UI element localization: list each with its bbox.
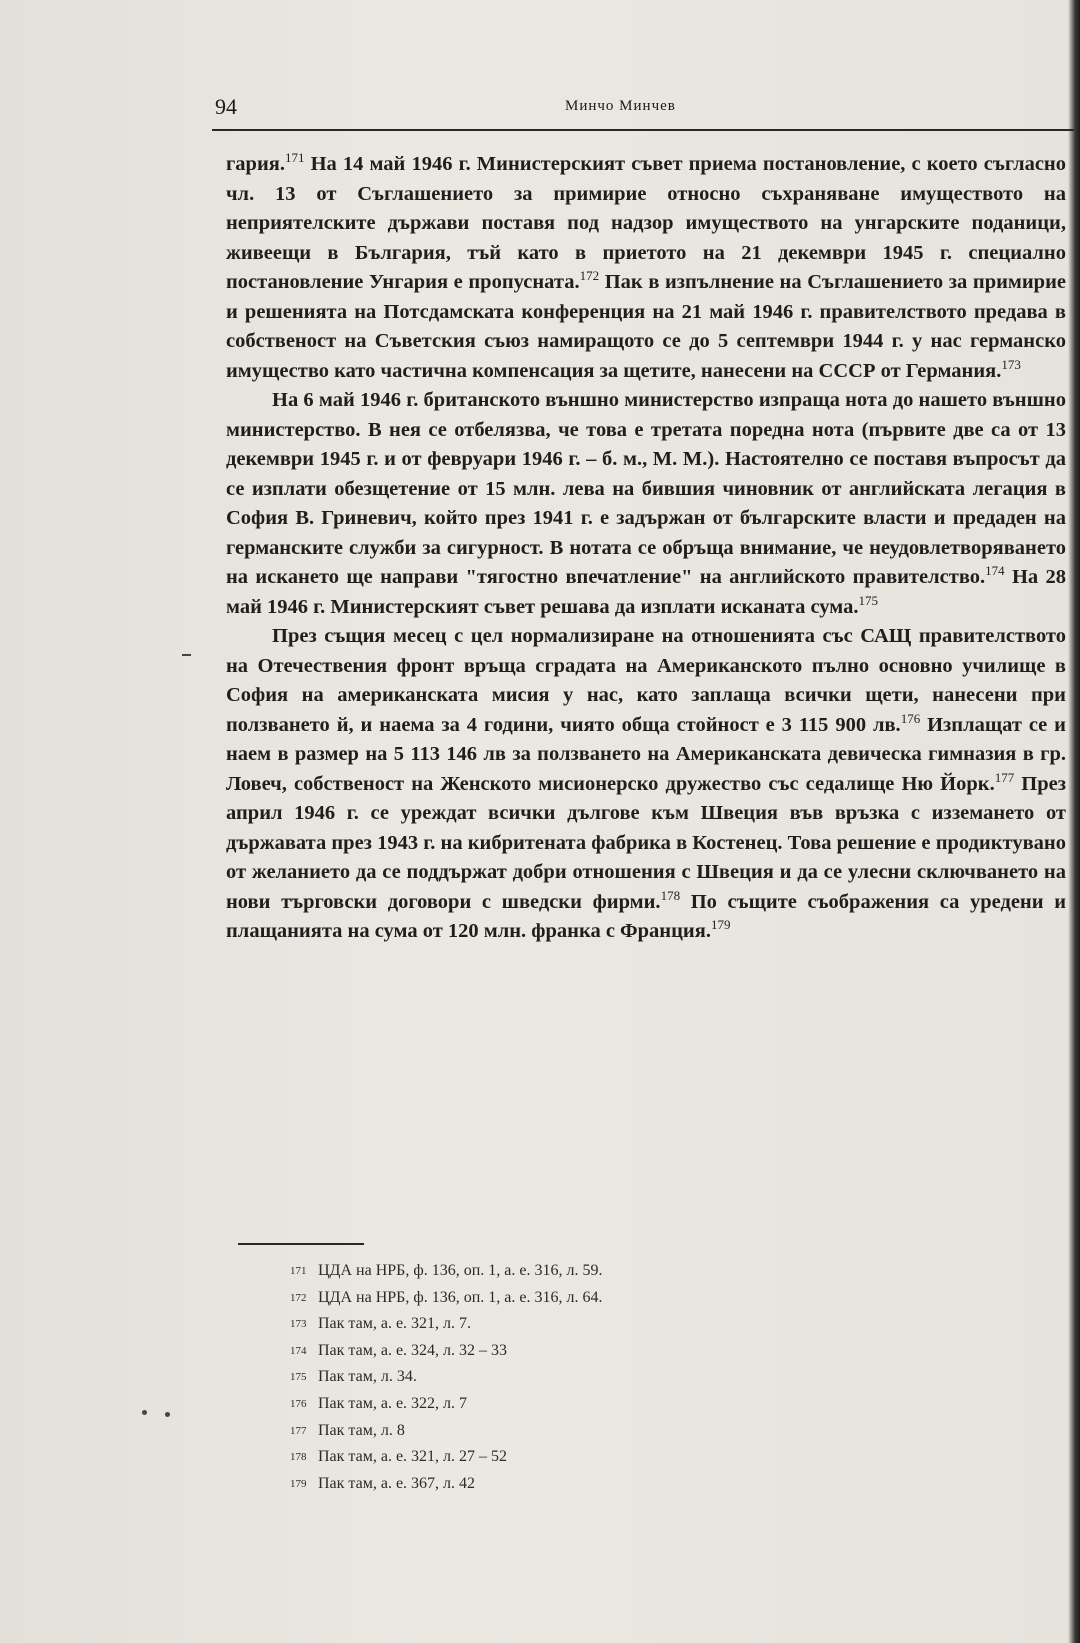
footnote-ref: 177 — [994, 769, 1015, 785]
footnote-mark: 176 — [290, 1397, 307, 1410]
footnote — [290, 1471, 890, 1498]
main-text — [226, 150, 1066, 947]
footnote-text: ЦДА на НРБ, ф. 136, оп. 1, а. е. 316, л. 64. — [318, 1288, 603, 1306]
footnote — [290, 1338, 890, 1365]
footnote-ref: 176 — [900, 710, 921, 726]
footnote — [290, 1285, 890, 1312]
footnote — [290, 1258, 890, 1285]
footnote — [290, 1391, 890, 1418]
footnote-mark: 178 — [290, 1451, 307, 1464]
footnote-mark: 179 — [290, 1477, 307, 1490]
footnote-mark: 171 — [290, 1265, 307, 1277]
footnote-ref: 172 — [579, 268, 600, 284]
margin-mark — [182, 654, 191, 656]
paragraph-text: По същите съображения са уредени и плащанията на сума от 120 млн. франка с Франция. — [226, 890, 1067, 942]
paragraph-text: През същия месец с цел нормализиране на отношенията със САЩ правителството на Отечествения фронт връща сградата на Американското пълно основно училище в София на американската мисия у нас, като заплаща всички щети, нанесени при ползването й, и наема за 4 години, чиято обща стойност е 3 115 900 лв. — [226, 625, 1066, 736]
paragraph — [226, 622, 1066, 947]
footnote-ref: 173 — [1001, 356, 1021, 372]
page-header — [215, 94, 1070, 130]
footnote — [290, 1311, 890, 1338]
footnote-mark: 177 — [290, 1424, 307, 1437]
footnote-mark: 172 — [290, 1291, 307, 1304]
paragraph-text: Пак в изпълнение на Съглашението за примирие и решенията на Потсдамската конференция на 21 май 1946 г. правителството предава в собственост на Съветския съюз намиращото се до 5 септември 1944 г. у нас германско имущество като частична компенсация за щетите, нанесени на СССР от Германия. — [226, 271, 1066, 382]
footnote-separator — [238, 1243, 364, 1245]
page-edge-shadow — [1068, 0, 1080, 1643]
footnote-text: Пак там, а. е. 322, л. 7 — [318, 1394, 468, 1412]
scan-speck — [165, 1412, 170, 1417]
footnote-ref: 171 — [285, 150, 305, 166]
footnote-ref: 179 — [710, 917, 731, 933]
footnote — [290, 1364, 890, 1391]
footnote-text: Пак там, а. е. 367, л. 42 — [318, 1474, 476, 1492]
paragraph-text: На 6 май 1946 г. британското външно министерство изпраща нота до нашето външно министерство. В нея се отбелязва, че това е третата поредна нота (първите две са от 13 декември 1945 г. и от февруари 1946 г. – б. м., М. М.). Настоятелно се поставя въпросът да се изплати обезщетение от 15 млн. лева на бившия чиновник от английската легация в София В. Гриневич, който през 1941 г. е задържан от българските власти и предаден на германските служби за сигурност. В нотата се обръща внимание, че неудовлетворяването на искането ще направи "тягостно впечатление" на английското правителство. — [226, 389, 1066, 588]
paragraph — [226, 386, 1066, 622]
footnote-ref: 178 — [660, 887, 681, 903]
paragraph-text: На 28 май 1946 г. Министерският съвет решава да изплати исканата сума. — [226, 566, 1067, 618]
header-rule — [212, 129, 1074, 131]
footnote-mark: 173 — [290, 1318, 307, 1331]
footnote-ref: 174 — [985, 563, 1005, 579]
footnote-text: ЦДА на НРБ, ф. 136, оп. 1, а. е. 316, л. 59. — [318, 1262, 603, 1279]
paragraph-text: През април 1946 г. се уреждат всички дългове към Швеция във връзка с изземането от държавата през 1943 г. на кибритената фабрика в Костенец. Това решение е продиктувано от желанието да се поддържат добри отношения с Швеция и да се улесни сключването на нови търговски договори с шведски фирми. — [226, 772, 1066, 913]
footnote-text: Пак там, л. 8 — [318, 1421, 405, 1439]
paragraph-text: На 14 май 1946 г. Министерският съвет приема постановление, с което съгласно чл. 13 от Съглашението за примирие относно съхраняване имуществото на неприятелските държави поставя под надзор имуществото на унгарските поданици, живеещи в България, тъй като в приетото на 21 декември 1945 г. специално постановление Унгария е пропусната. — [226, 153, 1066, 293]
footnote-ref: 175 — [858, 592, 878, 608]
paragraph-text: гария. — [226, 153, 285, 175]
footnote-text: Пак там, а. е. 321, л. 27 – 52 — [318, 1448, 508, 1466]
running-head: Минчо Минчев — [565, 98, 676, 114]
page-number: 94 — [215, 94, 237, 119]
footnote-text: Пак там, л. 34. — [318, 1368, 417, 1386]
footnote-mark: 174 — [290, 1344, 307, 1357]
footnote-mark: 175 — [290, 1371, 307, 1384]
paragraph-text: Изплащат се и наем в размер на 5 113 146 лв за ползването на Американската девическа гимназия в гр. Ловеч, собственост на Женското мисионерско дружество със седалище Ню Йорк. — [226, 713, 1066, 795]
footnotes — [290, 1258, 890, 1497]
paragraph — [226, 150, 1066, 386]
footnote-text: Пак там, а. е. 321, л. 7. — [318, 1315, 472, 1333]
footnote-text: Пак там, а. е. 324, л. 32 – 33 — [318, 1341, 508, 1359]
footnote — [290, 1418, 890, 1445]
footnote — [290, 1444, 890, 1471]
scan-speck — [142, 1410, 147, 1415]
